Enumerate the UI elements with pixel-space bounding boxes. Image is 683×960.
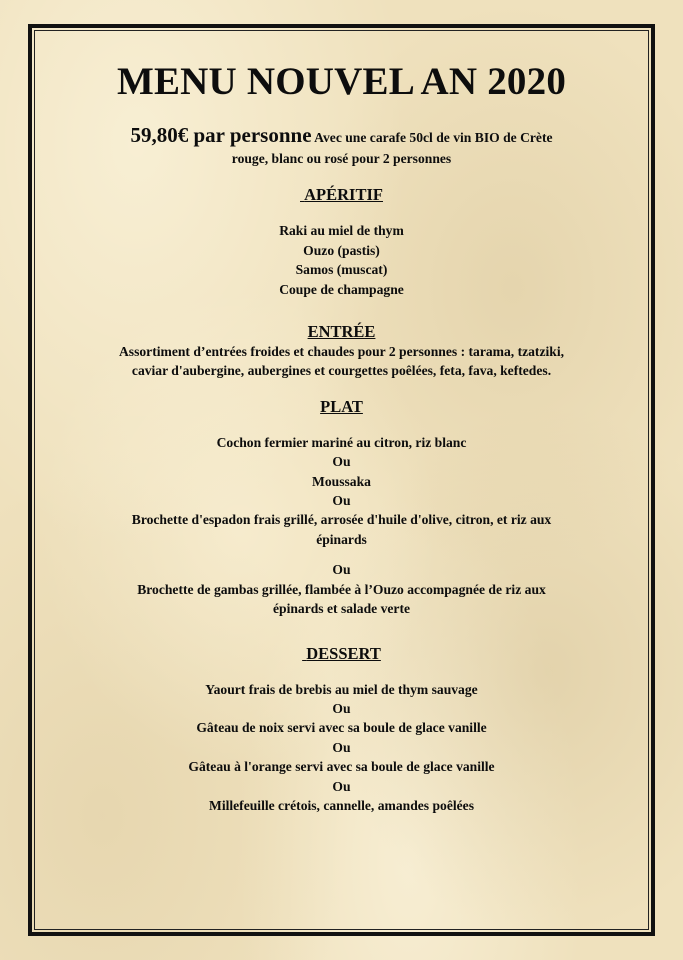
- menu-title: MENU NOUVEL AN 2020: [116, 60, 567, 103]
- dessert-title: DESSERT: [306, 643, 381, 663]
- plat-option: Cochon fermier mariné au citron, riz blanc: [216, 434, 467, 450]
- menu-content: [50, 56, 633, 815]
- plat-option: Brochette d'espadon frais grillé, arrosée d'huile d'olive, citron, et riz aux: [131, 512, 552, 528]
- aperitif-item: Ouzo (pastis): [303, 242, 380, 258]
- aperitif-item: Samos (muscat): [295, 262, 388, 278]
- or-separator: Ou: [332, 454, 351, 470]
- entree-line: caviar d'aubergine, aubergines et courgettes poêlées, feta, fava, keftedes.: [131, 363, 552, 379]
- dessert-list: [50, 680, 633, 816]
- aperitif-list: [50, 221, 633, 299]
- price-line: [50, 124, 633, 149]
- plat-option: Brochette de gambas grillée, flambée à l’Ouzo accompagnée de riz aux: [137, 581, 546, 597]
- dessert-option: Millefeuille crétois, cannelle, amandes poêlées: [208, 797, 475, 813]
- plat-option-continued: épinards et salade verte: [272, 601, 411, 617]
- plat-option-continued: épinards: [316, 531, 367, 547]
- or-separator: Ou: [332, 700, 351, 716]
- plat-list: [50, 433, 633, 619]
- or-separator: Ou: [332, 739, 351, 755]
- dessert-option: Gâteau de noix servi avec sa boule de glace vanille: [196, 720, 487, 736]
- price-note-continued: rouge, blanc ou rosé pour 2 personnes: [231, 151, 452, 166]
- or-separator: Ou: [332, 493, 351, 509]
- aperitif-item: Raki au miel de thym: [279, 223, 404, 239]
- price-note: Avec une carafe 50cl de vin BIO de Crète: [311, 130, 553, 145]
- entree-line: Assortiment d’entrées froides et chaudes pour 2 personnes : tarama, tzatziki,: [118, 344, 565, 360]
- plat-title: PLAT: [320, 396, 363, 416]
- dessert-option: Yaourt frais de brebis au miel de thym sauvage: [205, 681, 478, 697]
- or-separator: Ou: [332, 778, 351, 794]
- aperitif-title: APÉRITIF: [304, 185, 383, 205]
- entree-title: ENTRÉE: [307, 322, 376, 342]
- dessert-option: Gâteau à l'orange servi avec sa boule de glace vanille: [188, 759, 495, 775]
- price: 59,80€ par personne: [130, 123, 312, 147]
- plat-option: Moussaka: [312, 473, 371, 489]
- aperitif-item: Coupe de champagne: [279, 281, 404, 297]
- or-separator: Ou: [332, 562, 351, 578]
